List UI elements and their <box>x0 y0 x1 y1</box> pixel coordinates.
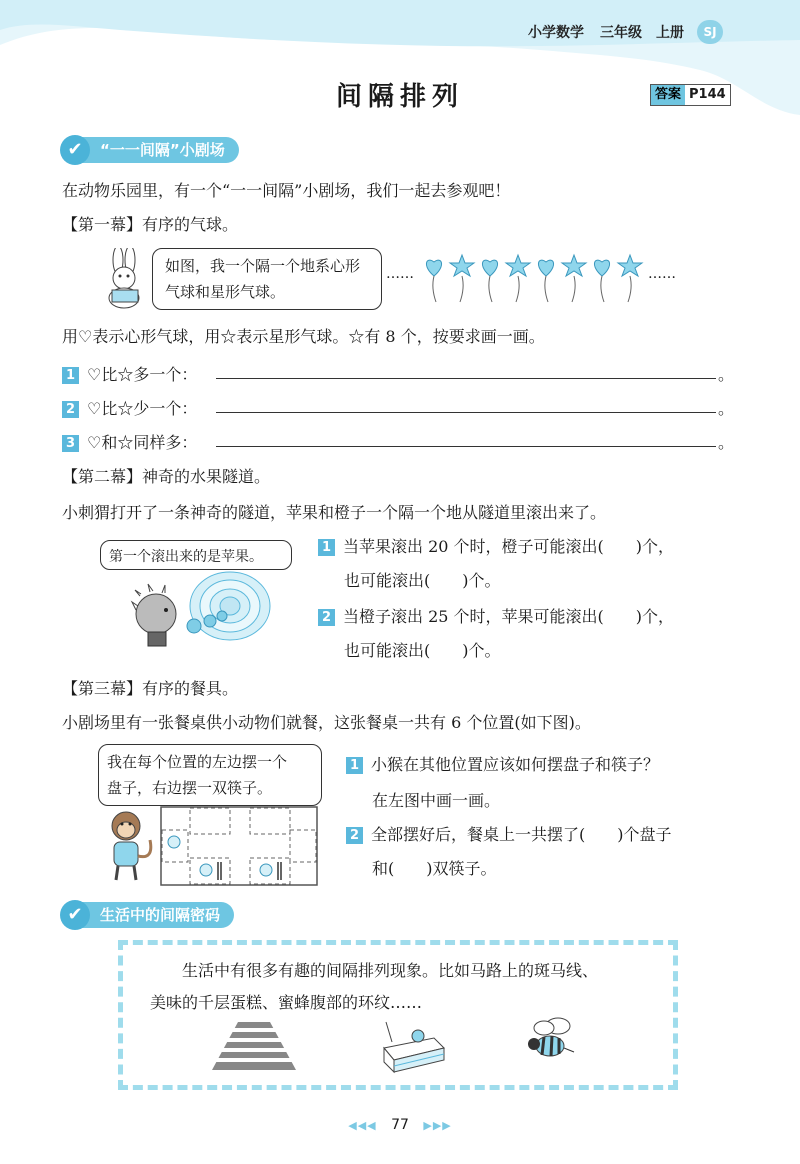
section1-intro: 在动物乐园里，有一个“一一间隔”小剧场，我们一起去参观吧！ <box>62 181 511 200</box>
plate-icon <box>168 836 180 848</box>
act1-question-3 <box>62 430 197 453</box>
act1-bubble-line1: 如图，我一个隔一个地系心形 <box>165 257 361 275</box>
act3-title: 【第三幕】有序的餐具。 <box>62 679 239 698</box>
section2-line2: 美味的千层蛋糕、蜜蜂腹部的环纹…… <box>150 993 423 1012</box>
bee-icon <box>524 1014 580 1066</box>
dining-table-diagram <box>160 806 318 886</box>
footer-left-arrows-icon: ◀◀◀ <box>348 1119 377 1132</box>
act3-intro: 小剧场里有一张餐桌供小动物们就餐，这张餐桌一共有 6 个位置(如下图)。 <box>62 713 591 732</box>
question-text: ♡比☆多一个： <box>87 365 198 384</box>
act2-bubble-text: 第一个滚出来的是苹果。 <box>109 549 263 565</box>
question-text: ♡比☆少一个： <box>87 399 198 418</box>
act2-question-1 <box>318 534 674 557</box>
question-number: 1 <box>346 757 363 774</box>
page-number: 77 <box>391 1117 409 1133</box>
act2-q2-line2: 也可能滚出( )个。 <box>344 641 501 660</box>
monkey-illustration <box>100 806 160 884</box>
answer-line-3[interactable] <box>216 446 716 447</box>
check-icon: ✔ <box>60 900 90 930</box>
act1-question-2 <box>62 396 197 419</box>
footer-right-arrows-icon: ▶▶▶ <box>423 1119 452 1132</box>
act2-q1-line1: 当苹果滚出 20 个时，橙子可能滚出( )个， <box>343 537 675 556</box>
layer-cake-icon <box>378 1018 448 1074</box>
heart-balloon-icon <box>538 260 553 276</box>
answer-line-2[interactable] <box>216 412 716 413</box>
act2-title: 【第二幕】神奇的水果隧道。 <box>62 467 271 486</box>
act1-bubble-line2: 气球和星形气球。 <box>165 283 286 301</box>
header-badge: SJ <box>697 20 723 44</box>
act3-q1-line1: 小猴在其他位置应该如何摆盘子和筷子？ <box>371 755 660 774</box>
rabbit-reading-illustration <box>98 248 156 310</box>
heart-balloon-icon <box>594 260 609 276</box>
act3-q1-line2: 在左图中画一画。 <box>372 791 501 810</box>
zebra-crossing-icon <box>210 1020 298 1072</box>
act3-bubble-line1: 我在每个位置的左边摆一个 <box>107 753 288 771</box>
star-balloon-icon <box>618 255 642 276</box>
act1-title: 【第一幕】有序的气球。 <box>62 215 239 234</box>
header-subject: 小学数学 <box>528 25 584 41</box>
section2-line1: 生活中有很多有趣的间隔排列现象。比如马路上的斑马线、 <box>182 961 599 980</box>
act3-bubble-line2: 盘子，右边摆一双筷子。 <box>107 779 273 797</box>
act3-question-1 <box>346 752 659 775</box>
balloon-row <box>418 252 650 304</box>
act3-speech-bubble <box>98 744 322 806</box>
balloons-dots-left: …… <box>386 266 414 282</box>
act3-q2-line1: 全部摆好后，餐桌上一共摆了( )个盘子 <box>371 825 672 844</box>
question-number: 2 <box>346 827 363 844</box>
act1-speech-bubble <box>152 248 382 310</box>
section2-tag: 生活中的间隔密码 <box>66 902 234 928</box>
question-number: 2 <box>62 401 79 418</box>
act2-q2-line1: 当橙子滚出 25 个时，苹果可能滚出( )个， <box>343 607 675 626</box>
question-number: 1 <box>62 367 79 384</box>
act2-q1-line2: 也可能滚出( )个。 <box>344 571 501 590</box>
question-end: 。 <box>718 433 735 452</box>
act1-instruction: 用♡表示心形气球，用☆表示星形气球。☆有 8 个，按要求画一画。 <box>62 327 545 346</box>
act3-q2-line2: 和( )双筷子。 <box>372 859 497 878</box>
page-footer <box>0 1117 800 1133</box>
answer-reference <box>650 84 731 106</box>
question-text: ♡和☆同样多： <box>87 433 198 452</box>
heart-balloon-icon <box>482 260 497 276</box>
act1-question-1 <box>62 362 197 385</box>
star-balloon-icon <box>450 255 474 276</box>
balloons-dots-right: …… <box>648 266 676 282</box>
act3-question-2 <box>346 822 672 845</box>
question-end: 。 <box>718 365 735 384</box>
plate-icon <box>200 864 212 876</box>
hedgehog-tunnel-illustration <box>126 566 276 658</box>
plate-icon <box>260 864 272 876</box>
header-grade: 三年级 <box>600 25 642 41</box>
answer-page: P144 <box>685 85 730 105</box>
question-number: 3 <box>62 435 79 452</box>
act2-question-2 <box>318 604 674 627</box>
answer-label: 答案 <box>651 85 685 105</box>
act2-intro: 小刺猬打开了一条神奇的隧道，苹果和橙子一个隔一个地从隧道里滚出来了。 <box>62 503 607 522</box>
header-volume: 上册 <box>656 25 684 41</box>
question-number: 1 <box>318 539 335 556</box>
answer-line-1[interactable] <box>216 378 716 379</box>
section1-tag: “一一间隔”小剧场 <box>66 137 239 163</box>
check-icon: ✔ <box>60 135 90 165</box>
star-balloon-icon <box>562 255 586 276</box>
heart-balloon-icon <box>426 260 441 276</box>
question-end: 。 <box>718 399 735 418</box>
question-number: 2 <box>318 609 335 626</box>
star-balloon-icon <box>506 255 530 276</box>
page-title: 间隔排列 <box>335 82 464 112</box>
